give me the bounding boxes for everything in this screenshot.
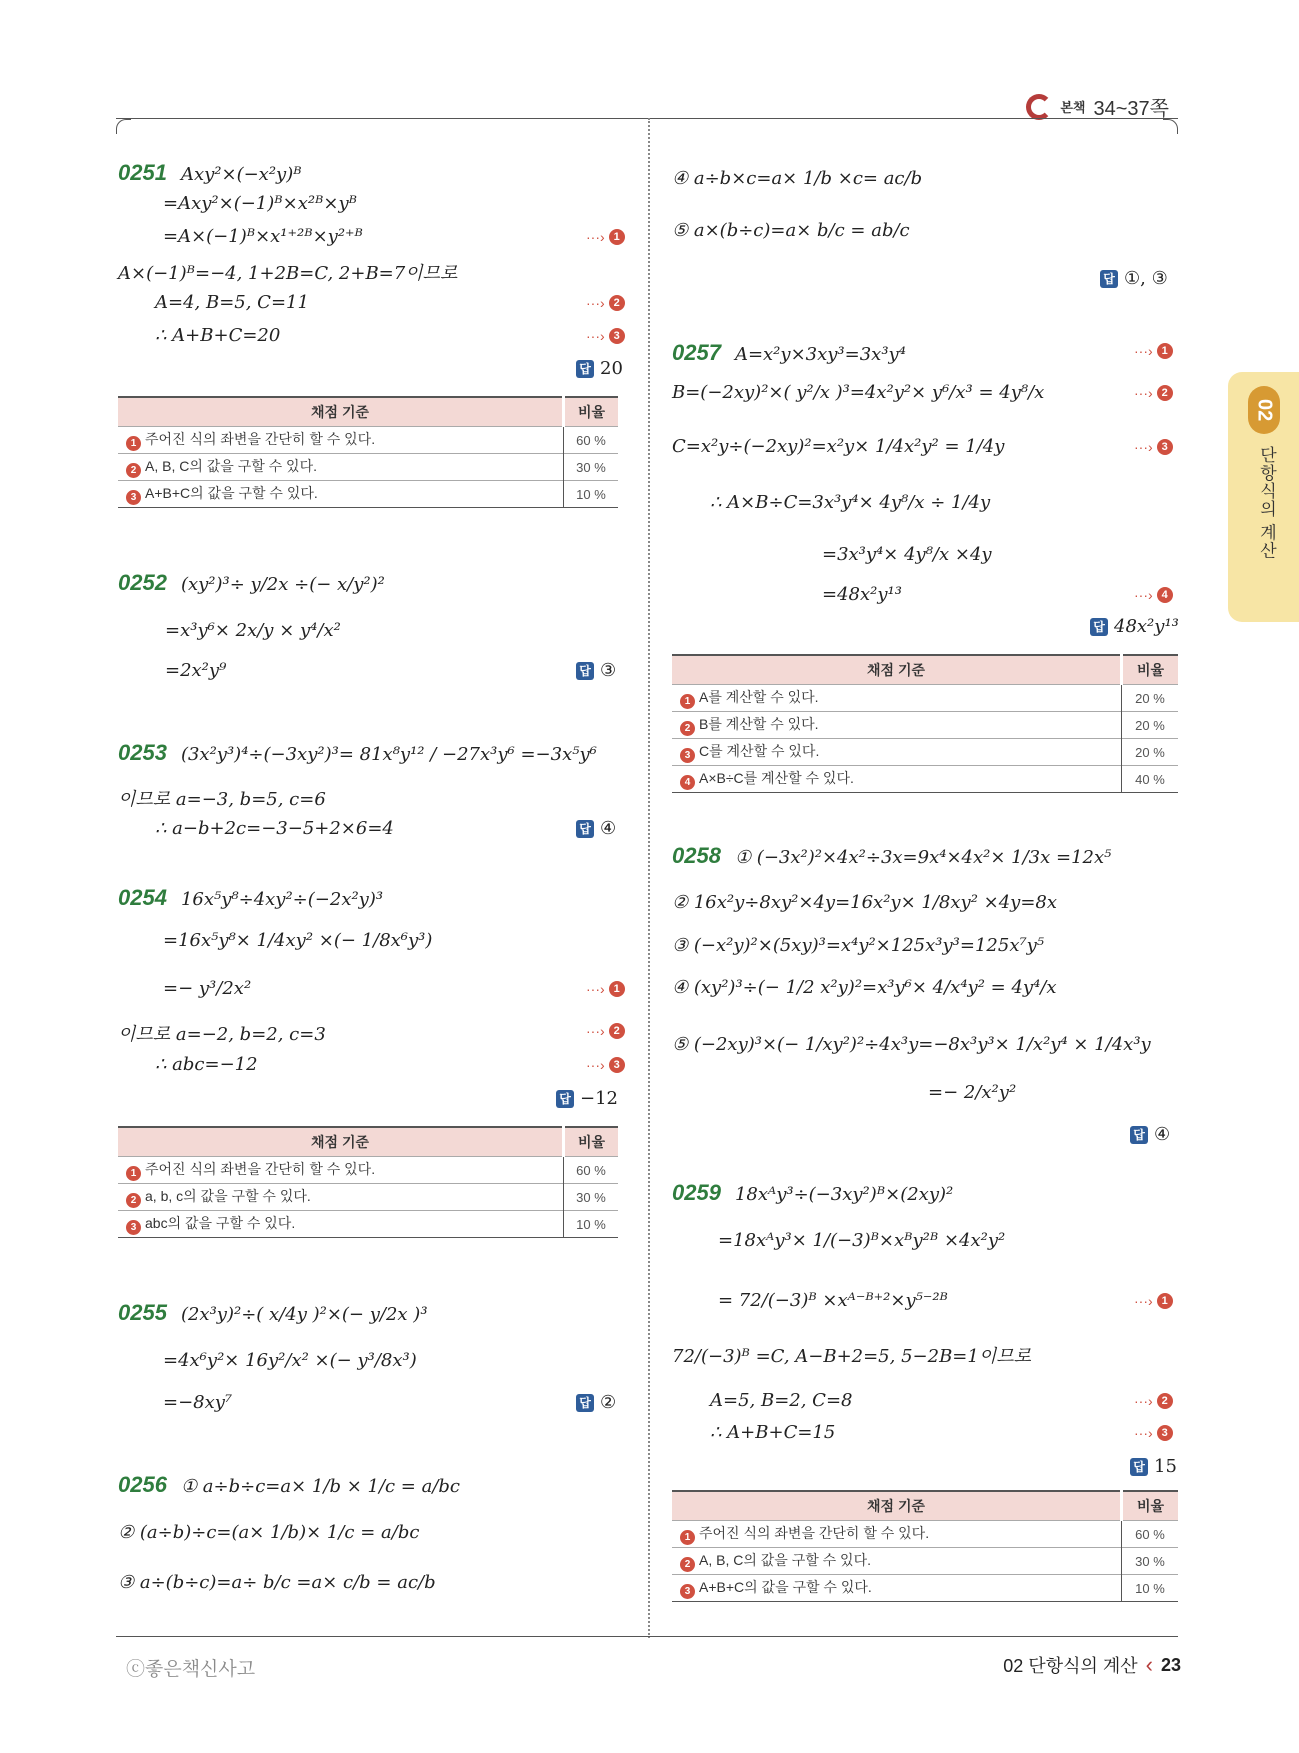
book-label: 본책 [1060,100,1086,115]
ratio-header: 비율 [564,1127,619,1157]
answer-0258: 답 ④ [1130,1124,1170,1145]
criteria-row: 4 A×B÷C를 계산할 수 있다. [672,766,1122,793]
answer-0251: 답 20 [576,358,623,379]
answer-icon: 답 [1130,1458,1148,1476]
answer-icon: 답 [576,360,594,378]
ratio-header: 비율 [1122,655,1179,685]
step-marker-4: ···› 4 [1134,587,1173,603]
criteria-row: 1 주어진 식의 좌변을 간단히 할 수 있다. [118,1157,564,1184]
problem-0259-line-0: 0259 18xᴬy³÷(−3xy²)ᴮ×(2xy)² [672,1180,954,1205]
step-marker-3: ···› 3 [1134,439,1173,455]
problem-0258-line-3: ④ (xy²)³÷(− 1/2 x²y)²=x³y⁶× 4/x⁴y² = 4y⁴/x [672,977,1057,998]
problem-number: 0255 [118,1300,167,1325]
criteria-row: 2 A, B, C의 값을 구할 수 있다. [672,1548,1122,1575]
column-divider [648,118,650,1638]
problem-number: 0254 [118,885,167,910]
problem-0256-line-3: ④ a÷b×c=a× 1/b ×c= ac/b [672,168,923,189]
answer-0256: 답 ①, ③ [1100,268,1168,289]
problem-0254-line-0: 0254 16x⁵y⁸÷4xy²÷(−2x²y)³ [118,885,384,910]
problem-number: 0258 [672,843,721,868]
problem-0254-line-4: ∴ abc=−12 [155,1054,258,1075]
step-marker-3: ···› 3 [1134,1425,1173,1441]
return-arrow-icon [1026,94,1052,120]
problem-0254-line-2: =− y³/2x² [163,978,252,999]
page-number: 23 [1160,1654,1181,1675]
problem-number: 0256 [118,1472,167,1497]
answer-0254: 답 −12 [556,1088,618,1109]
ratio-header: 비율 [1122,1491,1179,1521]
criteria-row: 1 주어진 식의 좌변을 간단히 할 수 있다. [118,427,564,454]
problem-0256-line-4: ⑤ a×(b÷c)=a× b/c = ab/c [672,220,910,241]
problem-0251-line-2: =A×(−1)ᴮ×x¹⁺²ᴮ×y²⁺ᴮ [163,226,363,247]
problem-0253-line-1: 이므로 a=−3, b=5, c=6 [118,789,326,810]
problem-0251-line-4: A=4, B=5, C=11 [155,292,309,313]
problem-0257-line-3: ∴ A×B÷C=3x³y⁴× 4y⁸/x ÷ 1/4y [710,492,991,513]
answer-0255: 답 ② [576,1392,616,1413]
step-marker-2: ···› 2 [586,295,625,311]
publisher-credit: ⓒ좋은책신사고 [126,1659,256,1680]
step-marker-1: ···› 1 [1134,343,1173,359]
problem-0251-line-3: A×(−1)ᴮ=−4, 1+2B=C, 2+B=7이므로 [118,263,458,284]
answer-icon: 답 [1130,1126,1148,1144]
page-range: 34~37쪽 [1093,98,1169,120]
step-marker-3: ···› 3 [586,1057,625,1073]
step-marker-1: ···› 1 [586,229,625,245]
criteria-row: 3 C를 계산할 수 있다. [672,739,1122,766]
criteria-row: 3 A+B+C의 값을 구할 수 있다. [672,1575,1122,1602]
problem-number: 0252 [118,570,167,595]
problem-0253-line-2: ∴ a−b+2c=−3−5+2×6=4 [155,818,394,839]
footer-chapter: 02 단항식의 계산 [1003,1656,1138,1676]
problem-0259-line-2: = 72/(−3)ᴮ ×xᴬ⁻ᴮ⁺²×y⁵⁻²ᴮ [718,1290,948,1311]
problem-number: 0251 [118,160,167,185]
criteria-table-0257: 채점 기준 비율 1 A를 계산할 수 있다. 20 % 2 B를 계산할 수 있다. 20 % 3 C를 계산할 수 있다. 20 % 4 A×B÷C를 계산할 수 있다. 40 % [672,654,1178,793]
step-marker-1: ···› 1 [1134,1293,1173,1309]
problem-0252-line-0: 0252 (xy²)³÷ y/2x ÷(− x/y²)² [118,570,385,595]
problem-0254-line-3: 이므로 a=−2, b=2, c=3 [118,1024,326,1045]
problem-number: 0257 [672,340,721,365]
problem-0257-line-4: =3x³y⁴× 4y⁸/x ×4y [822,544,992,565]
criteria-header: 채점 기준 [118,397,564,427]
problem-0257-line-0: 0257 A=x²y×3xy³=3x³y⁴ [672,340,906,365]
step-marker-2: ···› 2 [1134,1393,1173,1409]
answer-icon: 답 [576,820,594,838]
footer-rule [116,1636,1178,1637]
problem-0256-line-0: 0256 ① a÷b÷c=a× 1/b × 1/c = a/bc [118,1472,461,1497]
step-marker-1: ···› 1 [586,981,625,997]
answer-icon: 답 [556,1090,574,1108]
problem-0255-line-1: =4x⁶y²× 16y²/x² ×(− y³/8x³) [163,1350,417,1371]
step-marker-2: ···› 2 [586,1023,625,1039]
ratio-header: 비율 [564,397,619,427]
problem-0258-line-1: ② 16x²y÷8xy²×4y=16x²y× 1/8xy² ×4y=8x [672,892,1058,913]
problem-0255-line-0: 0255 (2x³y)²÷( x/4y )²×(− y/2x )³ [118,1300,428,1325]
problem-0256-line-1: ② (a÷b)÷c=(a× 1/b)× 1/c = a/bc [118,1522,420,1543]
chevron-left-icon: ‹ [1145,1652,1153,1677]
problem-0258-line-5: =− 2/x²y² [928,1082,1017,1103]
answer-0259: 답 15 [1130,1456,1177,1477]
problem-number: 0259 [672,1180,721,1205]
problem-0259-line-4: A=5, B=2, C=8 [710,1390,853,1411]
problem-number: 0253 [118,740,167,765]
problem-0258-line-2: ③ (−x²y)²×(5xy)³=x⁴y²×125x³y³=125x⁷y⁵ [672,935,1045,956]
problem-0251-line-0: 0251 Axy²×(−x²y)ᴮ [118,160,302,185]
answer-0253: 답 ④ [576,818,616,839]
problem-0258-line-4: ⑤ (−2xy)³×(− 1/xy²)²÷4x³y=−8x³y³× 1/x²y⁴ × 1/4x³y [672,1034,1151,1055]
criteria-header: 채점 기준 [672,1491,1122,1521]
problem-0259-line-1: =18xᴬy³× 1/(−3)ᴮ×xᴮy²ᴮ ×4x²y² [718,1230,1006,1251]
answer-icon: 답 [576,662,594,680]
problem-0256-line-2: ③ a÷(b÷c)=a÷ b/c =a× c/b = ac/b [118,1572,436,1593]
answer-0252: 답 ③ [576,660,616,681]
criteria-header: 채점 기준 [672,655,1122,685]
problem-0259-line-5: ∴ A+B+C=15 [710,1422,836,1443]
problem-0257-line-1: B=(−2xy)²×( y²/x )³=4x²y²× y⁶/x³ = 4y⁸/x [672,382,1045,403]
answer-icon: 답 [1100,270,1118,288]
step-marker-3: ···› 3 [586,328,625,344]
answer-0257: 답 48x²y¹³ [1090,616,1179,637]
problem-0257-line-5: =48x²y¹³ [822,584,902,605]
criteria-row: 1 A를 계산할 수 있다. [672,685,1122,712]
chapter-tab [1228,372,1299,622]
page-footer [1003,1652,1181,1678]
criteria-row: 3 A+B+C의 값을 구할 수 있다. [118,481,564,508]
answer-icon: 답 [1090,618,1108,636]
problem-0253-line-0: 0253 (3x²y³)⁴÷(−3xy²)³= 81x⁸y¹² / −27x³y⁶ =−3x⁵y⁶ [118,740,597,765]
criteria-table-0251: 채점 기준 비율 1 주어진 식의 좌변을 간단히 할 수 있다. 60 % 2 A, B, C의 값을 구할 수 있다. 30 % 3 A+B+C의 값을 구할 수 있다. 10 % [118,396,618,508]
problem-0252-line-2: =2x²y⁹ [165,660,227,681]
content-frame [116,118,1178,1639]
book-reference [1026,92,1169,121]
problem-0258-line-0: 0258 ① (−3x²)²×4x²÷3x=9x⁴×4x²× 1/3x =12x⁵ [672,843,1112,868]
criteria-header: 채점 기준 [118,1127,564,1157]
problem-0254-line-1: =16x⁵y⁸× 1/4xy² ×(− 1/8x⁶y³) [163,930,433,951]
criteria-table-0259: 채점 기준 비율 1 주어진 식의 좌변을 간단히 할 수 있다. 60 % 2 A, B, C의 값을 구할 수 있다. 30 % 3 A+B+C의 값을 구할 수 있다. 10 % [672,1490,1178,1602]
criteria-row: 3 abc의 값을 구할 수 있다. [118,1211,564,1238]
problem-0257-line-2: C=x²y÷(−2xy)²=x²y× 1/4x²y² = 1/4y [672,436,1005,457]
criteria-row: 1 주어진 식의 좌변을 간단히 할 수 있다. [672,1521,1122,1548]
problem-0255-line-2: =−8xy⁷ [163,1392,233,1413]
criteria-row: 2 A, B, C의 값을 구할 수 있다. [118,454,564,481]
chapter-number: 02 [1248,386,1280,434]
problem-0251-line-1: =Axy²×(−1)ᴮ×x²ᴮ×yᴮ [163,193,357,214]
answer-icon: 답 [576,1394,594,1412]
problem-0251-line-5: ∴ A+B+C=20 [155,325,281,346]
problem-0252-line-1: =x³y⁶× 2x/y × y⁴/x² [165,620,341,641]
criteria-table-0254: 채점 기준 비율 1 주어진 식의 좌변을 간단히 할 수 있다. 60 % 2 a, b, c의 값을 구할 수 있다. 30 % 3 abc의 값을 구할 수 있다. 10 % [118,1126,618,1238]
step-marker-2: ···› 2 [1134,385,1173,401]
problem-0259-line-3: 72/(−3)ᴮ =C, A−B+2=5, 5−2B=1이므로 [672,1346,1031,1367]
chapter-title: 단항식의 계산 [1257,446,1276,560]
criteria-row: 2 B를 계산할 수 있다. [672,712,1122,739]
criteria-row: 2 a, b, c의 값을 구할 수 있다. [118,1184,564,1211]
